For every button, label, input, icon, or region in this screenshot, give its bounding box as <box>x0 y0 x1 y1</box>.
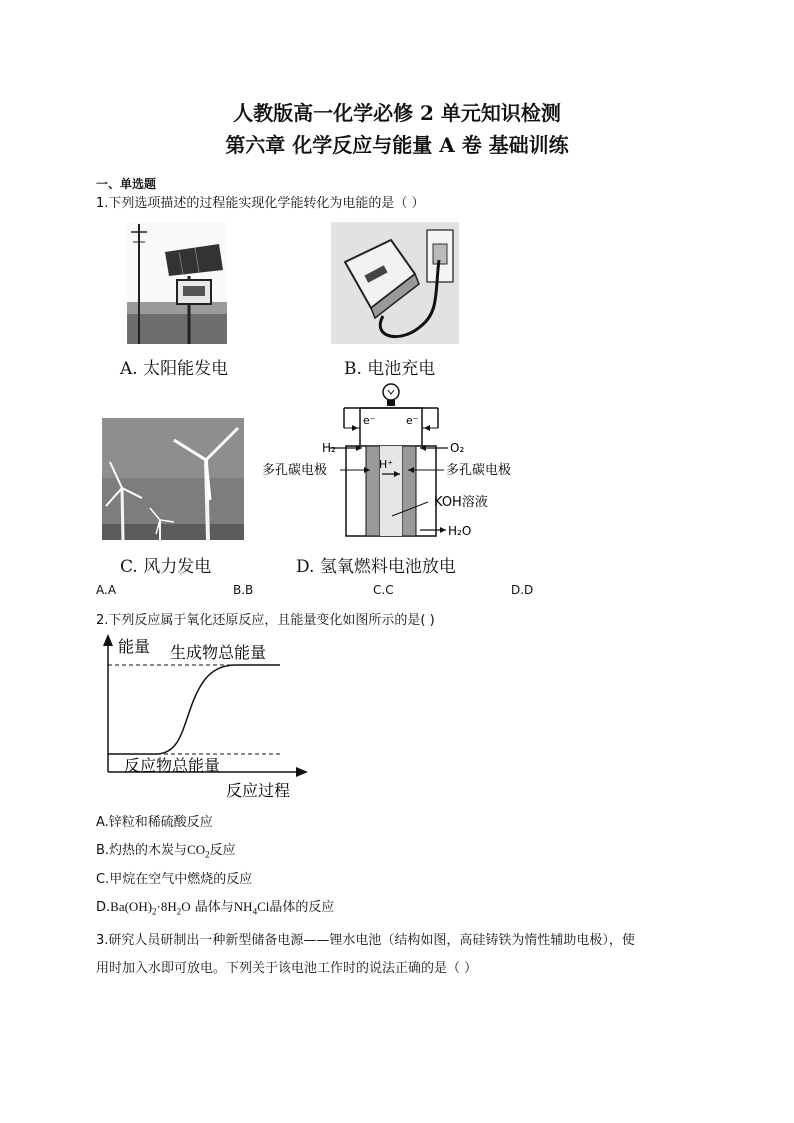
cl-symbol: Cl <box>257 899 270 914</box>
q3-stem-line2: 用时加入水即可放电。下列关于该电池工作时的说法正确的是（ ） <box>96 961 478 976</box>
baoh-symbol: Ba(OH) <box>110 899 153 914</box>
caption-d: D. 氢氧燃料电池放电 <box>296 557 456 577</box>
q1-stem: 1.下列选项描述的过程能实现化学能转化为电能的是（ ） <box>96 196 425 211</box>
solar-panel-image <box>127 222 227 344</box>
energy-diagram <box>96 632 312 802</box>
y-axis-arrow <box>103 634 113 646</box>
q2-choice-d-mid: 晶体与 <box>190 900 234 915</box>
hydrate-symbol: ·8H <box>156 899 177 914</box>
q1-option-c[interactable]: C.C <box>373 583 394 597</box>
q2-choice-b-tail: 反应 <box>209 843 236 858</box>
h2-label: H₂ <box>322 441 336 455</box>
q2-choice-d-letter: D. <box>96 900 111 915</box>
x-axis-arrow <box>296 767 308 777</box>
wind-turbine-image <box>102 418 244 540</box>
y-axis-label: 能量 <box>118 637 151 656</box>
q2-choice-d-tail: 晶体的反应 <box>269 900 335 915</box>
doc-title-line1: 人教版高一化学必修 2 单元知识检测 <box>233 101 561 125</box>
electrolyte-label: KOH溶液 <box>434 495 488 510</box>
caption-c: C. 风力发电 <box>120 557 212 577</box>
o2-label: O₂ <box>450 441 465 455</box>
energy-curve <box>108 665 280 754</box>
bulb-icon <box>383 384 399 400</box>
q3-stem-line1: 3.研究人员研制出一种新型储备电源——锂水电池（结构如图，高硅铸铁为惰性辅助电极），使 <box>96 933 635 948</box>
q2-choice-d[interactable] <box>96 896 334 917</box>
hydrate-oxygen: O <box>181 899 191 914</box>
q1-option-a[interactable]: A.A <box>96 583 117 597</box>
q1-option-d[interactable]: D.D <box>511 583 534 597</box>
caption-a: A. 太阳能发电 <box>120 359 229 379</box>
nh4cl-formula <box>233 899 270 917</box>
electrode-left-label: 多孔碳电极 <box>262 463 328 478</box>
q1-option-b[interactable]: B.B <box>233 583 254 597</box>
baoh-subscript: 2 <box>152 906 157 917</box>
doc-title-line2: 第六章 化学反应与能量 A 卷 基础训练 <box>225 133 569 157</box>
nh-symbol: NH <box>233 899 253 914</box>
reactant-energy-label: 反应物总能量 <box>124 756 221 775</box>
q2-stem: 2.下列反应属于氧化还原反应，且能量变化如图所示的是( ) <box>96 613 435 628</box>
caption-b: B. 电池充电 <box>344 359 436 379</box>
q2-choice-c[interactable]: C.甲烷在空气中燃烧的反应 <box>96 872 253 887</box>
baoh2-formula <box>110 899 191 917</box>
electron-label-right: e⁻ <box>406 414 419 427</box>
x-axis-label: 反应过程 <box>226 781 291 800</box>
product-energy-label: 生成物总能量 <box>170 643 267 662</box>
q2-choice-a[interactable]: A.锌粒和稀硫酸反应 <box>96 815 213 830</box>
h-ion-label: H⁺ <box>379 458 394 471</box>
electrode-right-label: 多孔碳电极 <box>446 463 512 478</box>
co2-symbol: CO <box>187 842 206 857</box>
battery-charger-image <box>331 222 459 344</box>
nh-subscript: 4 <box>252 906 258 917</box>
water-label: H₂O <box>448 524 472 538</box>
q2-choice-b[interactable] <box>96 839 236 860</box>
q2-choice-b-text: B.灼热的木炭与 <box>96 843 188 858</box>
co2-formula <box>187 842 210 860</box>
co2-subscript: 2 <box>205 849 210 860</box>
fuel-cell-diagram <box>258 378 528 548</box>
hydrate-subscript: 2 <box>176 906 182 917</box>
electron-label-left: e⁻ <box>363 414 376 427</box>
section-heading: 一、单选题 <box>96 177 157 191</box>
